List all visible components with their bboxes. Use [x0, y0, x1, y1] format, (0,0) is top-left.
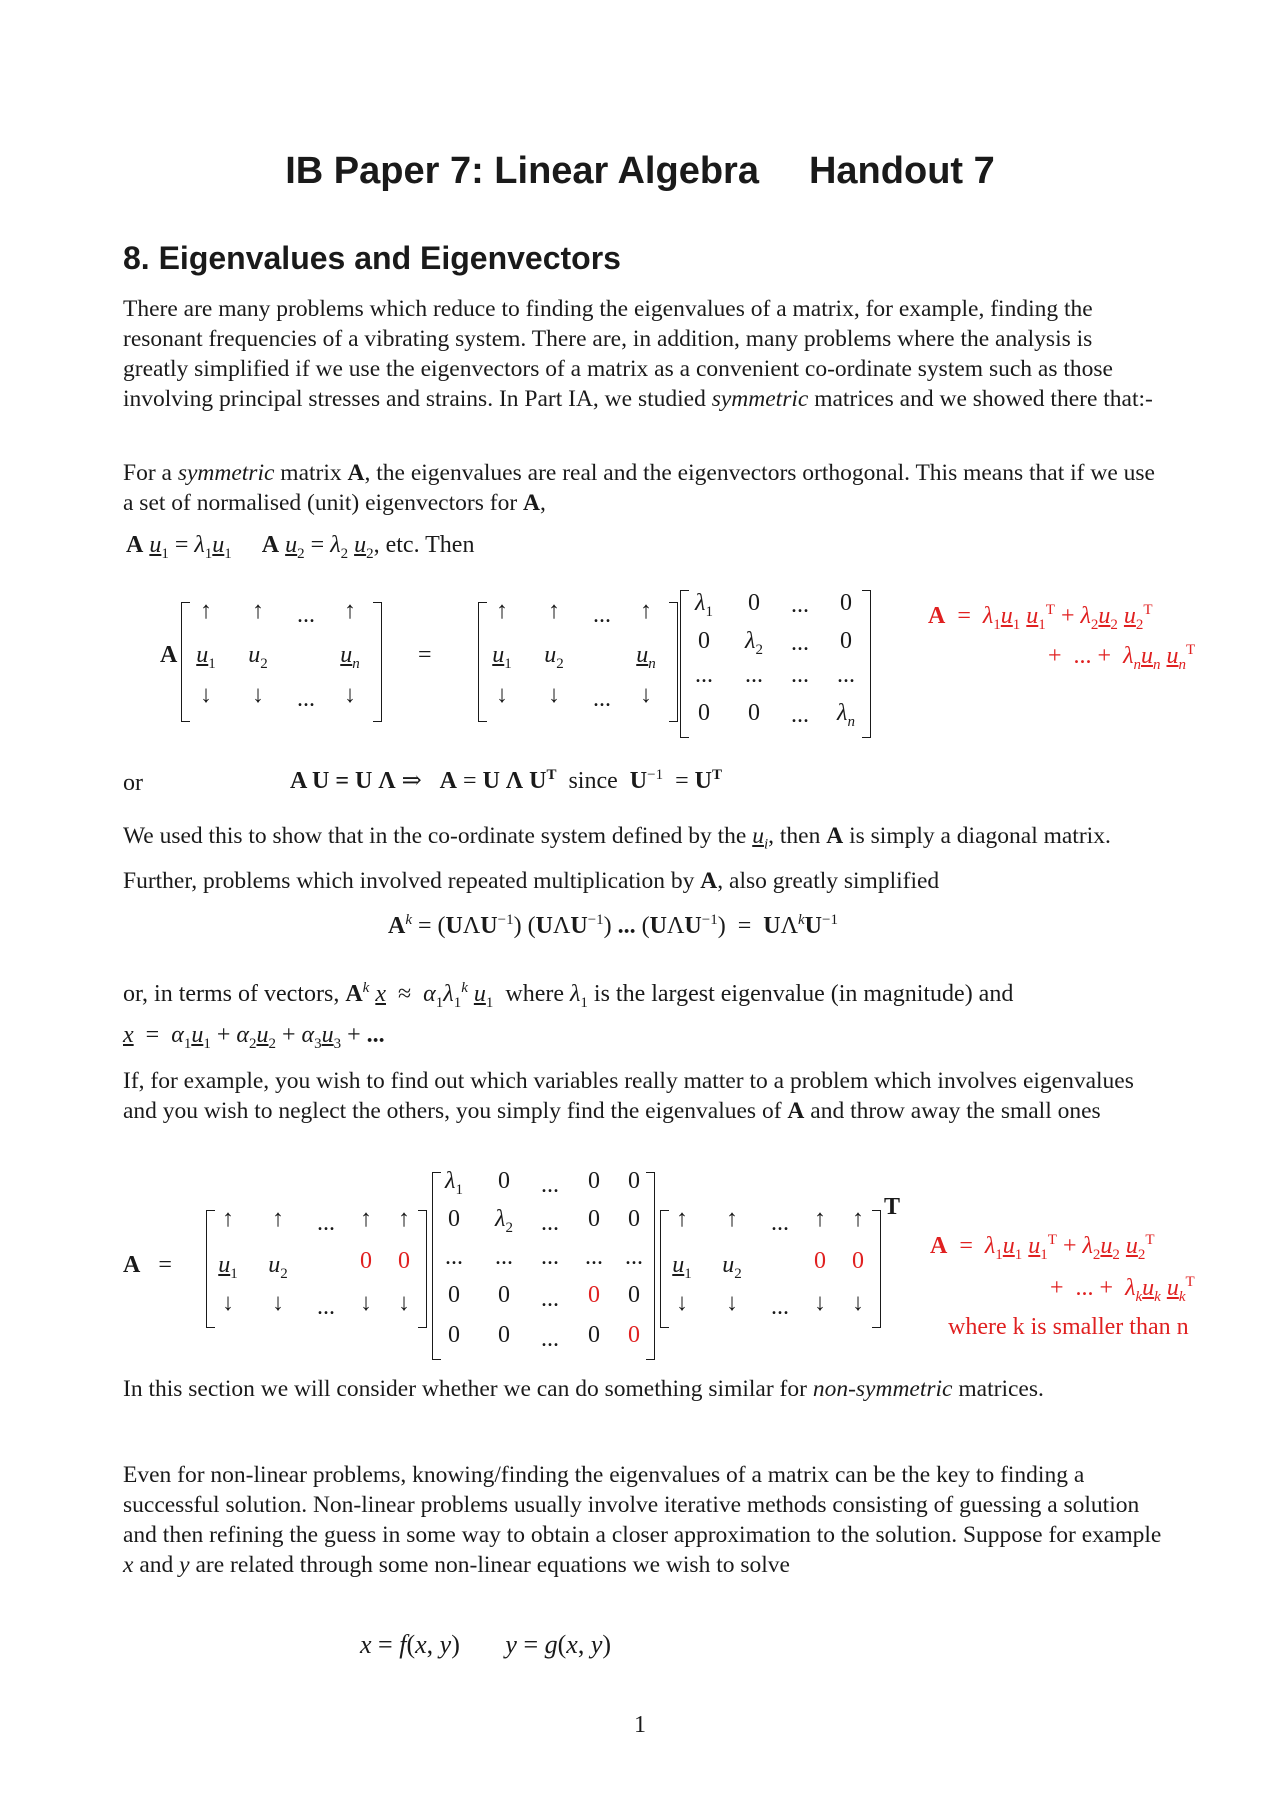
title-handout: Handout 7	[808, 150, 995, 192]
page-number: 1	[634, 1712, 646, 1738]
power-equation: $A^k = (U\Lambda U^{-1})$ $(U\Lambda U^{-1})$ ... $(U\Lambda U^{-1}) = U\Lambda^kU^{-1}$	[388, 912, 838, 939]
since-label: since	[568, 768, 618, 794]
vector-expansion: $x = \alpha_1u_1 + \alpha_2u_2 + \alpha_3u_3$ + ...	[123, 1022, 385, 1052]
section-heading: 8. Eigenvalues and Eigenvectors	[123, 240, 621, 276]
paragraph-non-symmetric	[123, 1374, 1163, 1404]
p3-a: We used this to show that in the co-ordinate system defined by the	[123, 823, 747, 849]
paragraph-vectors: or, in terms of vectors, $A^k$ $x \approx \alpha_1\lambda_1^k$ $u_1$ where $\lambda_1$ is the largest eigenvalue (in magnitude) and	[123, 980, 1014, 1011]
p3-b: , then	[768, 823, 821, 849]
p2-matrix-symbol-2: A	[523, 490, 541, 516]
p6-b: matrices.	[958, 1376, 1044, 1402]
red-annotation-expansion-1b: + ... + $\lambda_nu_n$ $u_n^T$	[1048, 642, 1196, 673]
intro-text: There are many problems which reduce to finding the eigenvalues of a matrix, for example, finding the resonant frequencies of a vibrating system. There are, in addition, many problems where the analysis is greatly simplified if we use the eigenvectors of a matrix as a convenient co-ordinate system such as those involving principal stresses and strains. In Part IA, we studied	[123, 296, 1113, 412]
title-course: IB Paper 7: Linear Algebra	[285, 150, 759, 192]
or-label: or	[123, 770, 143, 796]
p5-a: If, for example, you wish to find out which variables really matter to a problem which involves eigenvalues and you wish to neglect the others, you simply find the eigenvalues of	[123, 1068, 1134, 1124]
p4-a: or, in terms of vectors,	[123, 981, 340, 1007]
red-annotation-expansion-2b: + ... + $\lambda_ku_k$ $u_k^T$	[1050, 1274, 1195, 1305]
p5-b: and throw away the small ones	[810, 1098, 1101, 1124]
red-annotation-expansion-2: $A = \lambda_1u_1$ $u_1^T + \lambda_2u_2$ $u_2^T$	[930, 1232, 1155, 1263]
p4-c: is the largest eigenvalue (in magnitude) and	[593, 981, 1014, 1007]
eq1-text: , etc. Then	[373, 532, 475, 558]
p7-c: are related through some non-linear equations we wish to solve	[195, 1552, 790, 1578]
paragraph-neglect: If, for example, you wish to find out which variables really matter to a problem which involves eigenvalues and you wish to neglect the others, you simply find the eigenvalues of A and throw away the small ones	[123, 1068, 1134, 1124]
p3-c: is simply a diagonal matrix. Further, problems which involved repeated multiplication by	[123, 823, 1111, 894]
p4-b: where	[505, 981, 564, 1007]
p2-a: For a	[123, 460, 172, 486]
document-title	[0, 150, 1280, 193]
paragraph-non-linear: Even for non-linear problems, knowing/finding the eigenvalues of a matrix can be the key to finding a successful solution. Non-linear problems usually involve iterative methods consisting of guessing a solution and then refining the guess in some way to obtain a closer approximation to the solution. Suppose for example x and y are related through some non-linear equations we wish to solve	[123, 1462, 1162, 1578]
red-annotation-where-k: where k is smaller than n	[948, 1314, 1189, 1340]
intro-end: matrices and we showed there that:-	[814, 386, 1153, 412]
p2-end: ,	[540, 490, 546, 516]
eigen-matrix-equation: A ↑ ↑ ... ↑ $u_1$ $u_2$ $u_n$ ↓ ↓ ... ↓ = ↑ ↑ ... ↑ $u_1$ $u_2$ $u_n$ ↓ ↓ ... ↓ $\lambda_1$ 0 ... 0 0 $\lambda_2$ ... 0 ... ... ... ... 0 0 ... $\lambda_n$ $A = \lambda_1u_1$ $u_1^T + \lambda_2u_2$ $u_2^T$ + ... + $\lambda_nu_n$ $u_n^T$	[0, 590, 1280, 740]
eigen-equation-line: A $u_1 = \lambda_1u_1$ A $u_2 = \lambda_2$ $u_2$, etc. Then	[126, 532, 475, 562]
non-linear-equations: x = f(x, y) y = g(x, y)	[360, 1630, 612, 1659]
p7-a: Even for non-linear problems, knowing/finding the eigenvalues of a matrix can be the key to finding a successful solution. Non-linear problems usually involve iterative methods consisting of guessing a solution and then refining the guess in some way to obtain a closer approximation to the solution. Suppose for example	[123, 1462, 1162, 1548]
p3-d: , also greatly simplified	[717, 867, 940, 894]
red-annotation-expansion-1: $A = \lambda_1u_1$ $u_1^T + \lambda_2u_2$ $u_2^T$	[928, 602, 1153, 633]
p2-b: matrix	[280, 460, 342, 486]
p2-emphasis: symmetric	[177, 460, 275, 486]
paragraph-intro	[123, 294, 1163, 414]
p2-matrix-symbol: A	[347, 460, 365, 486]
p2-c: , the eigenvalues are real and the eigenvectors orthogonal. This means that if we use a set of normalised (unit) eigenvectors for	[123, 460, 1155, 516]
intro-emphasis: symmetric	[711, 386, 809, 412]
p6-a: In this section we will consider whether we can do something similar for	[123, 1376, 807, 1402]
paragraph-coordinate-system: We used this to show that in the co-ordinate system defined by the $u_i$, then A is simply a diagonal matrix. Further, problems which involved repeated multiplication by A, also greatly simplified	[123, 823, 1111, 894]
paragraph-symmetric	[123, 458, 1163, 518]
diagonalization-equation: A U = U Λ ⇒ A = U Λ $U^T$ since $U^{-1} = U^T$	[290, 767, 722, 794]
p7-b: and	[139, 1552, 174, 1578]
p6-emphasis: non-symmetric	[812, 1376, 953, 1402]
truncated-matrix-equation: A = ↑ ↑ ... ↑ ↑ $u_1$ $u_2$ 0 0 ↓ ↓ ... ↓ ↓ $\lambda_1$ 0 ... 0 0 0 $\lambda_2$ ... 0 0 ... ... ... ... ... 0 0 ... 0 0 0 0 ... 0 0 ↑ ↑ ... ↑ ↑ $u_1$ $u_2$ 0 0 ↓ ↓ ... ↓ ↓ T $A = \lambda_1u_1$ $u_1^T + \lambda_2u_2$ $u_2^T$ + ... + $\lambda_ku_k$ $u_k^T$ where k is smaller than n	[0, 1166, 1280, 1362]
